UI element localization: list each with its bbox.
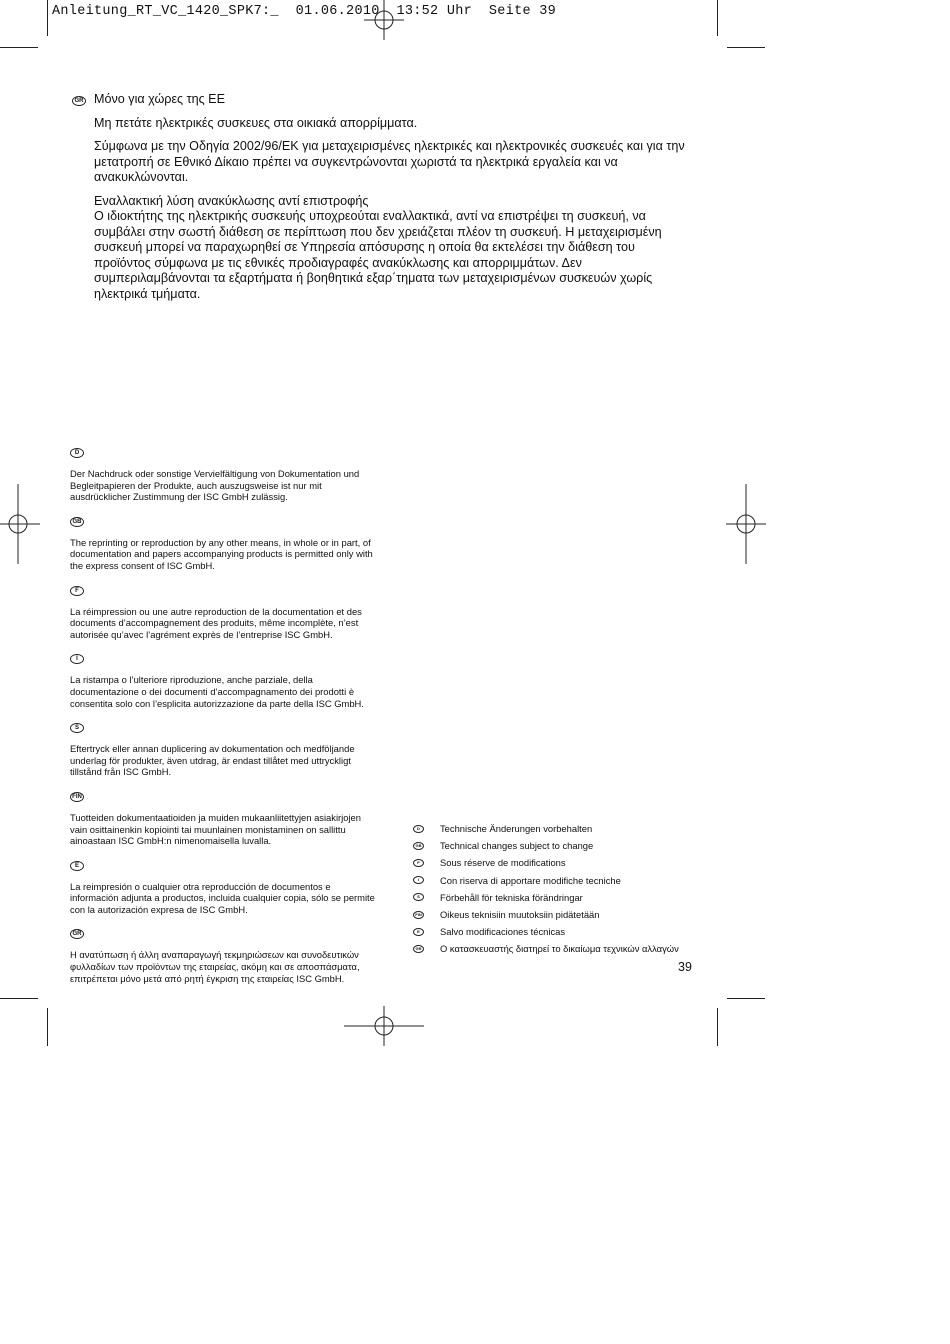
crop-mark — [717, 1008, 718, 1046]
paragraph: Σύμφωνα με την Οδηγία 2002/96/ΕΚ για μεταχειρισμένες ηλεκτρικές και ηλεκτρονικές συσκευές και για την μετατροπή σε Εθνικό Δίκαιο πρέπει να συγκεντρώνονται χωριστά τα ηλεκτρικά εργαλεία και να ανακυκλώνονται. — [94, 139, 685, 184]
notice-text: The reprinting or reproduction by any other means, in whole or in part, of documentation and papers accompanying products is permitted only with the express consent of ISC GmbH. — [70, 536, 373, 571]
reprint-notice — [70, 448, 380, 503]
technical-changes-list — [413, 820, 713, 958]
paragraph: Εναλλακτική λύση ανακύκλωσης αντί επιστροφής Ο ιδιοκτήτης της ηλεκτρικής συσκευής υποχρεούται εναλλακτικά, αντί να επιστρέψει τη συσκευή, να συμβάλει στην σωστή διάθεση σε περίπτωση που δεν χρειάζεται πλέον τη συσκευή. Η μεταχειρισμένη συσκευή μπορεί να παραχωρηθεί σε Υπηρεσία απόσυρσης η οποία θα εκτελέσει την διάθεση του προϊόντος σύμφωνα με τις εθνικές προδιαγραφές ανακύκλωσης και απορριμμάτων. Δεν συμπεριλαμβάνονται τα εξαρτήματα ή βοηθητικά εξαρ΄τηματα των μεταχειρισμένων συσκευών χωρίς ηλεκτρικά τμήματα. — [94, 193, 662, 301]
print-slug-line: Anleitung_RT_VC_1420_SPK7:_ 01.06.2010 13:52 Uhr Seite 39 — [52, 4, 557, 19]
country-code-badge: S — [413, 893, 424, 901]
list-item — [413, 820, 713, 837]
country-code-badge: E — [70, 861, 84, 871]
list-item — [413, 837, 713, 854]
registration-mark-icon — [726, 484, 766, 564]
notice-text: Eftertryck eller annan duplicering av dokumentation och medföljande underlag för produkter, även utdrag, är endast tillåtet med uttryckligt tillstånd från ISC GmbH. — [70, 743, 355, 778]
country-code-badge: FIN — [70, 792, 84, 802]
list-item-text: Technische Änderungen vorbehalten — [440, 823, 593, 835]
list-item — [413, 889, 713, 906]
section-heading-row — [74, 92, 694, 108]
list-item-text: Con riserva di apportare modifiche tecniche — [440, 874, 621, 886]
country-code-badge: F — [70, 586, 84, 596]
country-code-badge: GR — [413, 945, 424, 953]
list-item-text: Oikeus teknisiin muutoksiin pidätetään — [440, 909, 600, 921]
crop-mark — [727, 998, 765, 999]
registration-mark-icon — [344, 1006, 424, 1046]
registration-mark-icon — [0, 484, 40, 564]
crop-mark — [0, 998, 38, 999]
list-item-text: Förbehåll för tekniska förändringar — [440, 891, 583, 903]
country-code-badge: FIN — [413, 911, 424, 919]
list-item — [413, 906, 713, 923]
list-item — [413, 854, 713, 871]
list-item-text: Salvo modificaciones técnicas — [440, 926, 566, 938]
country-code-badge: I — [70, 654, 84, 664]
list-item — [413, 872, 713, 889]
notice-text: Der Nachdruck oder sonstige Vervielfältigung von Dokumentation und Begleitpapieren der Produkte, auch auszugsweise ist nur mit ausdrücklicher Zustimmung der ISC GmbH zulässig. — [70, 468, 360, 503]
paragraph: Μη πετάτε ηλεκτρικές συσκευες στα οικιακά απορρίμματα. — [94, 115, 418, 130]
list-item — [413, 940, 713, 957]
notice-text: La reimpresión o cualquier otra reproducción de documentos e información adjunta a productos, incluida cualquier copia, sólo se permite con la autorización expresa de ISC GmbH. — [70, 880, 375, 915]
reprint-notice — [70, 723, 380, 778]
country-code-badge: F — [413, 859, 424, 867]
list-item — [413, 923, 713, 940]
notice-text: Tuotteiden dokumentaatioiden ja muiden mukaanliitettyjen asiakirjojen vain osittainenkin kopiointi tai muunlainen monistaminen on sallittu ainoastaan ISC GmbH:n nimenomaisella luvalla. — [70, 811, 361, 847]
reprint-notice — [70, 929, 380, 984]
list-item-text: Technical changes subject to change — [440, 840, 594, 852]
notice-text: La ristampa o l’ulteriore riproduzione, anche parziale, della documentazione o dei documenti d’accompagnamento dei prodotti è consentita solo con l’esplicita autorizzazione da parte della ISC GmbH. — [70, 674, 364, 709]
reprint-notice — [70, 586, 380, 641]
country-code-badge: E — [413, 928, 424, 936]
crop-mark — [0, 47, 38, 48]
reprint-notice — [70, 861, 380, 916]
country-code-badge: GR — [70, 929, 84, 939]
notice-text: Η ανατύπωση ή άλλη αναπαραγωγή τεκμηριώσεων και συνοδευτικών φυλλαδίων των προϊόντων της εταιρείας, ακόμη και σε αποσπάσματα, επιτρέπεται μόνο μετά από ρητή έγκριση της εταιρείας ISC GmbH. — [70, 949, 360, 984]
country-code-badge: D — [70, 448, 84, 458]
country-code-badge: GR — [72, 96, 86, 106]
list-item-text: Sous réserve de modifications — [440, 857, 566, 869]
country-code-badge: S — [70, 723, 84, 733]
registration-mark-icon — [364, 0, 404, 40]
crop-mark — [47, 0, 48, 36]
crop-mark — [727, 47, 765, 48]
greek-disposal-section — [74, 92, 694, 310]
country-code-badge: I — [413, 876, 424, 884]
reprint-notice — [70, 517, 380, 572]
page-number: 39 — [678, 960, 692, 974]
crop-mark — [717, 0, 718, 36]
country-code-badge: D — [413, 825, 424, 833]
list-item-text: Ο κατασκευαστής διατηρεί το δικαίωμα τεχνικών αλλαγών — [440, 943, 679, 955]
reprint-notice — [70, 654, 380, 709]
crop-mark — [47, 1008, 48, 1046]
notice-text: La réimpression ou une autre reproduction de la documentation et des documents d’accompagnement des produits, même incomplète, n’est autorisée qu’avec l’agrément exprès de l’entreprise ISC GmbH. — [70, 605, 362, 640]
reprint-notices — [70, 448, 380, 998]
section-title: Μόνο για χώρες της ΕΕ — [94, 92, 225, 106]
country-code-badge: GB — [70, 517, 84, 527]
country-code-badge: GB — [413, 842, 424, 850]
reprint-notice — [70, 792, 380, 847]
